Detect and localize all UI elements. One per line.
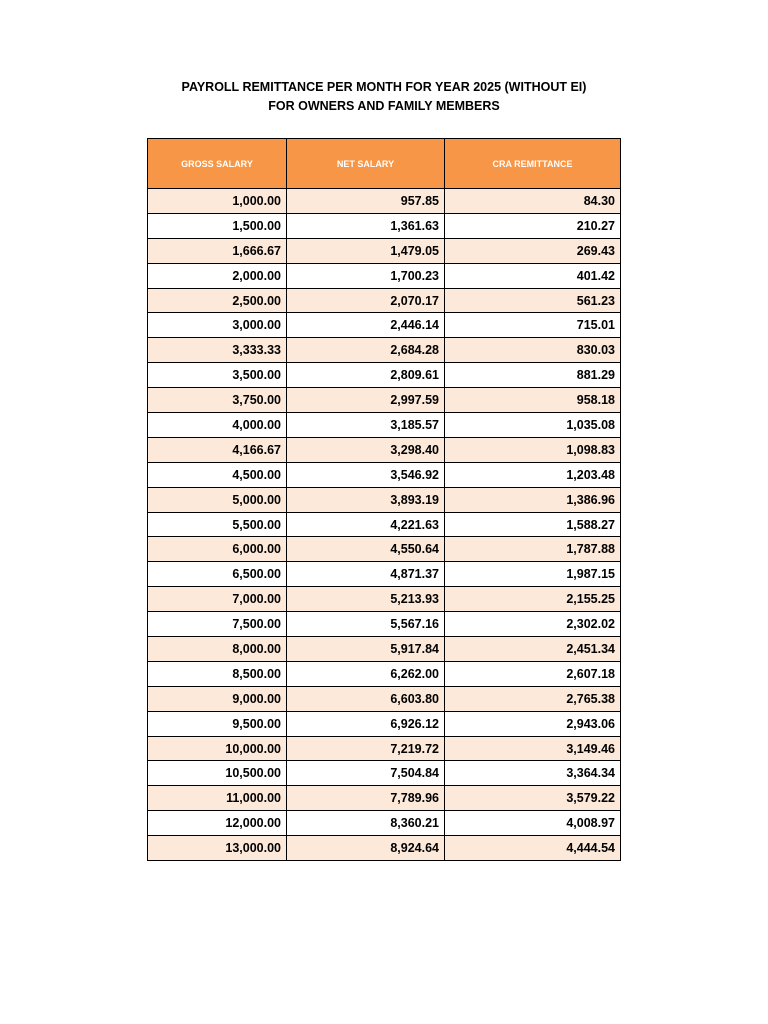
gross-salary-cell: 9,500.00 [148,711,287,736]
net-salary-cell: 5,567.16 [287,612,445,637]
cra-remittance-cell: 2,302.02 [445,612,621,637]
gross-salary-cell: 3,500.00 [148,363,287,388]
gross-salary-cell: 11,000.00 [148,786,287,811]
table-row [148,338,621,363]
table-row [148,537,621,562]
gross-salary-cell: 4,000.00 [148,413,287,438]
header-row [148,139,621,189]
gross-salary-cell: 6,000.00 [148,537,287,562]
table-row [148,263,621,288]
net-salary-cell: 1,479.05 [287,238,445,263]
header-cra-remittance: CRA REMITTANCE [445,139,621,189]
table-row [148,462,621,487]
net-salary-cell: 3,298.40 [287,437,445,462]
table-row [148,587,621,612]
cra-remittance-cell: 1,787.88 [445,537,621,562]
net-salary-cell: 3,546.92 [287,462,445,487]
gross-salary-cell: 10,000.00 [148,736,287,761]
table-row [148,487,621,512]
cra-remittance-cell: 1,203.48 [445,462,621,487]
cra-remittance-cell: 3,149.46 [445,736,621,761]
cra-remittance-cell: 3,364.34 [445,761,621,786]
cra-remittance-cell: 1,588.27 [445,512,621,537]
net-salary-cell: 3,185.57 [287,413,445,438]
cra-remittance-cell: 3,579.22 [445,786,621,811]
table-row [148,313,621,338]
gross-salary-cell: 1,500.00 [148,213,287,238]
net-salary-cell: 7,219.72 [287,736,445,761]
cra-remittance-cell: 401.42 [445,263,621,288]
cra-remittance-cell: 1,098.83 [445,437,621,462]
net-salary-cell: 4,550.64 [287,537,445,562]
table-row [148,686,621,711]
table-row [148,213,621,238]
cra-remittance-cell: 269.43 [445,238,621,263]
cra-remittance-cell: 561.23 [445,288,621,313]
gross-salary-cell: 7,500.00 [148,612,287,637]
net-salary-cell: 2,070.17 [287,288,445,313]
net-salary-cell: 8,924.64 [287,836,445,861]
table-row [148,512,621,537]
table-row [148,761,621,786]
cra-remittance-cell: 4,444.54 [445,836,621,861]
cra-remittance-cell: 84.30 [445,189,621,214]
gross-salary-cell: 5,000.00 [148,487,287,512]
header-gross-salary: GROSS SALARY [148,139,287,189]
table-row [148,288,621,313]
cra-remittance-cell: 715.01 [445,313,621,338]
net-salary-cell: 5,917.84 [287,637,445,662]
gross-salary-cell: 8,000.00 [148,637,287,662]
title-line-2: FOR OWNERS AND FAMILY MEMBERS [268,99,500,113]
net-salary-cell: 2,997.59 [287,388,445,413]
cra-remittance-cell: 2,155.25 [445,587,621,612]
net-salary-cell: 1,361.63 [287,213,445,238]
gross-salary-cell: 2,500.00 [148,288,287,313]
gross-salary-cell: 6,500.00 [148,562,287,587]
gross-salary-cell: 5,500.00 [148,512,287,537]
gross-salary-cell: 7,000.00 [148,587,287,612]
net-salary-cell: 2,809.61 [287,363,445,388]
net-salary-cell: 7,789.96 [287,786,445,811]
table-row [148,637,621,662]
title-line-1: PAYROLL REMITTANCE PER MONTH FOR YEAR 2025 (WITHOUT EI) [181,80,587,94]
net-salary-cell: 6,926.12 [287,711,445,736]
table-row [148,363,621,388]
net-salary-cell: 4,221.63 [287,512,445,537]
table-row [148,736,621,761]
cra-remittance-cell: 881.29 [445,363,621,388]
net-salary-cell: 6,262.00 [287,661,445,686]
net-salary-cell: 5,213.93 [287,587,445,612]
net-salary-cell: 7,504.84 [287,761,445,786]
gross-salary-cell: 10,500.00 [148,761,287,786]
cra-remittance-cell: 2,451.34 [445,637,621,662]
net-salary-cell: 8,360.21 [287,811,445,836]
gross-salary-cell: 4,166.67 [148,437,287,462]
table-row [148,562,621,587]
cra-remittance-cell: 830.03 [445,338,621,363]
cra-remittance-cell: 210.27 [445,213,621,238]
table-row [148,612,621,637]
gross-salary-cell: 3,750.00 [148,388,287,413]
cra-remittance-cell: 958.18 [445,388,621,413]
net-salary-cell: 2,684.28 [287,338,445,363]
header-net-salary: NET SALARY [287,139,445,189]
table-row [148,661,621,686]
cra-remittance-cell: 4,008.97 [445,811,621,836]
table-row [148,711,621,736]
gross-salary-cell: 1,000.00 [148,189,287,214]
table-row [148,836,621,861]
gross-salary-cell: 1,666.67 [148,238,287,263]
table-row [148,238,621,263]
table-body [148,189,621,861]
cra-remittance-cell: 1,035.08 [445,413,621,438]
table-row [148,189,621,214]
document-title [0,78,768,116]
cra-remittance-cell: 2,607.18 [445,661,621,686]
net-salary-cell: 6,603.80 [287,686,445,711]
cra-remittance-cell: 1,386.96 [445,487,621,512]
net-salary-cell: 4,871.37 [287,562,445,587]
gross-salary-cell: 3,333.33 [148,338,287,363]
cra-remittance-cell: 1,987.15 [445,562,621,587]
gross-salary-cell: 13,000.00 [148,836,287,861]
gross-salary-cell: 12,000.00 [148,811,287,836]
gross-salary-cell: 2,000.00 [148,263,287,288]
table-row [148,437,621,462]
table-row [148,413,621,438]
net-salary-cell: 2,446.14 [287,313,445,338]
net-salary-cell: 1,700.23 [287,263,445,288]
table-row [148,811,621,836]
gross-salary-cell: 9,000.00 [148,686,287,711]
gross-salary-cell: 4,500.00 [148,462,287,487]
cra-remittance-cell: 2,943.06 [445,711,621,736]
gross-salary-cell: 3,000.00 [148,313,287,338]
net-salary-cell: 3,893.19 [287,487,445,512]
table-row [148,786,621,811]
net-salary-cell: 957.85 [287,189,445,214]
remittance-table [147,138,621,861]
table-row [148,388,621,413]
cra-remittance-cell: 2,765.38 [445,686,621,711]
gross-salary-cell: 8,500.00 [148,661,287,686]
